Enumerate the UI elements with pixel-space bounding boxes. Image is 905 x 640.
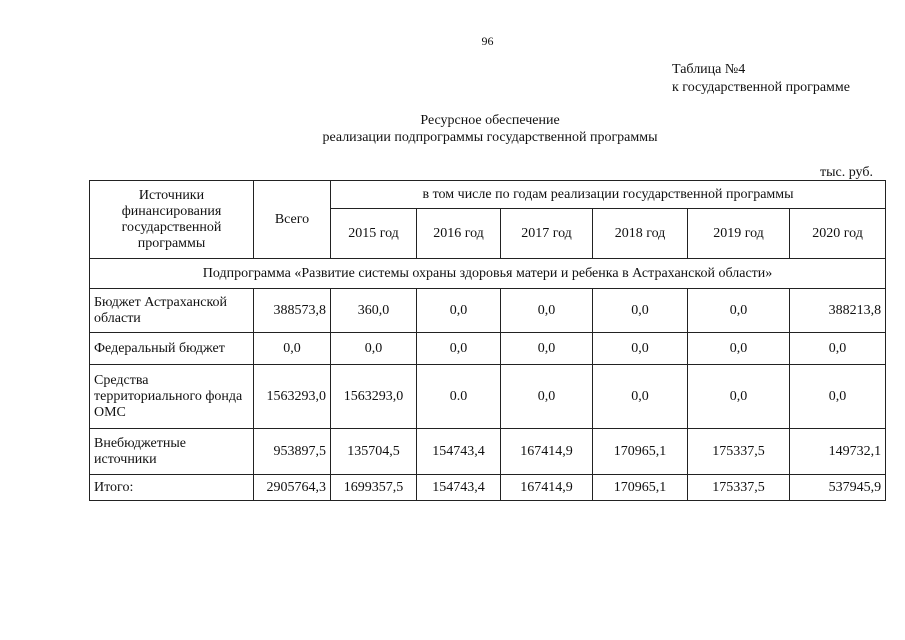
- header-years-group: в том числе по годам реализации государственной программы: [331, 181, 886, 209]
- table-program-ref: к государственной программе: [672, 80, 850, 95]
- row-total: 1563293,0: [254, 365, 331, 429]
- row-value: 0.0: [417, 365, 501, 429]
- header-year: 2019 год: [688, 209, 790, 259]
- row-value: 0,0: [790, 365, 886, 429]
- row-label: Внебюджетные источники: [90, 429, 254, 475]
- row-total: 388573,8: [254, 289, 331, 333]
- row-value: 170965,1: [593, 475, 688, 501]
- resource-table: [89, 180, 886, 501]
- row-value: 175337,5: [688, 475, 790, 501]
- header-year: 2015 год: [331, 209, 417, 259]
- row-value: 0,0: [501, 333, 593, 365]
- row-value: 1699357,5: [331, 475, 417, 501]
- row-value: 0,0: [688, 289, 790, 333]
- row-label: Бюджет Астраханской области: [90, 289, 254, 333]
- row-value: 167414,9: [501, 429, 593, 475]
- subprogram-title: Подпрограмма «Развитие системы охраны здоровья матери и ребенка в Астраханской области»: [90, 259, 886, 289]
- row-value: 388213,8: [790, 289, 886, 333]
- row-value: 360,0: [331, 289, 417, 333]
- row-value: 0,0: [331, 333, 417, 365]
- table-row: [90, 289, 886, 333]
- row-value: 537945,9: [790, 475, 886, 501]
- row-value: 149732,1: [790, 429, 886, 475]
- table-number: Таблица №4: [672, 62, 746, 77]
- header-year: 2017 год: [501, 209, 593, 259]
- header-year: 2016 год: [417, 209, 501, 259]
- row-total: 0,0: [254, 333, 331, 365]
- row-value: 0,0: [593, 289, 688, 333]
- row-total: 2905764,3: [254, 475, 331, 501]
- row-label: Итого:: [90, 475, 254, 501]
- header-year: 2018 год: [593, 209, 688, 259]
- table-row-total: [90, 475, 886, 501]
- row-value: 0,0: [593, 365, 688, 429]
- row-value: 0,0: [790, 333, 886, 365]
- units-label: тыс. руб.: [820, 165, 873, 180]
- row-value: 0,0: [501, 365, 593, 429]
- table-row: [90, 429, 886, 475]
- row-value: 0,0: [417, 289, 501, 333]
- row-value: 0,0: [593, 333, 688, 365]
- header-year: 2020 год: [790, 209, 886, 259]
- row-value: 0,0: [417, 333, 501, 365]
- row-value: 0,0: [501, 289, 593, 333]
- row-total: 953897,5: [254, 429, 331, 475]
- table-row: [90, 365, 886, 429]
- row-value: 175337,5: [688, 429, 790, 475]
- row-value: 154743,4: [417, 475, 501, 501]
- row-value: 1563293,0: [331, 365, 417, 429]
- row-value: 0,0: [688, 365, 790, 429]
- header-source: Источники финансирования государственной программы: [90, 181, 254, 259]
- header-total: Всего: [254, 181, 331, 259]
- document-title: [270, 112, 710, 146]
- page-number: 96: [481, 34, 494, 48]
- header-row: [90, 181, 886, 209]
- row-label: Средства территориального фонда ОМС: [90, 365, 254, 429]
- subprogram-row: [90, 259, 886, 289]
- row-value: 170965,1: [593, 429, 688, 475]
- table-reference: [672, 61, 850, 97]
- row-value: 135704,5: [331, 429, 417, 475]
- row-value: 0,0: [688, 333, 790, 365]
- table-row: [90, 333, 886, 365]
- title-line-2: реализации подпрограммы государственной программы: [322, 130, 658, 145]
- title-line-1: Ресурсное обеспечение: [420, 113, 560, 128]
- row-value: 167414,9: [501, 475, 593, 501]
- row-label: Федеральный бюджет: [90, 333, 254, 365]
- row-value: 154743,4: [417, 429, 501, 475]
